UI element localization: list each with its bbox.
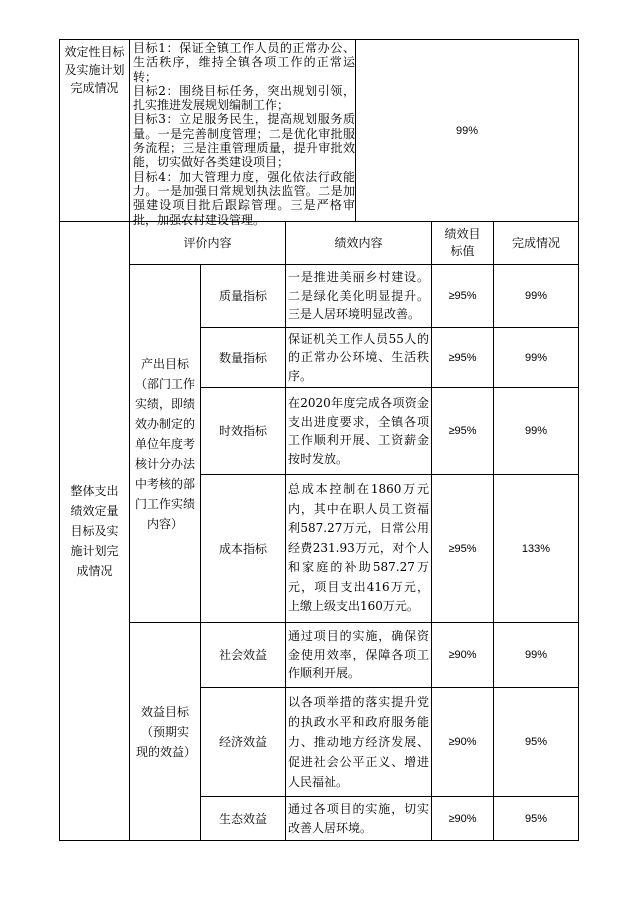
qualitative-goals <box>133 41 355 227</box>
indicator-economic-benefit: 经济效益 <box>218 735 267 749</box>
completion-quality: 99% <box>524 290 548 302</box>
group-benefit-label: 效益目标（预期实现的效益） <box>136 704 197 759</box>
group-output-label: 产出目标（部门工作实绩，即绩效办制定的单位年度考核计分办法中考核的部门工作实绩内容） <box>135 356 196 531</box>
target-quantity: ≥95% <box>448 351 477 364</box>
rule <box>285 221 286 841</box>
content-ecological-benefit: 通过各项目的实施，切实改善人居环境。 <box>288 802 429 835</box>
completion-ecological-benefit: 95% <box>524 812 548 825</box>
goal-4: 目标4：加大管理力度，强化依法行政能力。一是加强日常规划执法监管。二是加强建设项目批后跟踪管理。三是严格审批，加强农村建设管理。 <box>133 169 355 227</box>
indicator-quality: 质量指标 <box>218 289 267 303</box>
content-timeliness: 在2020年度完成各项资金支出进度要求，全镇各项工作顺利开展、工资薪金按时发放。 <box>288 396 429 466</box>
target-timeliness: ≥95% <box>448 425 477 437</box>
completion-cost: 133% <box>521 542 551 555</box>
target-ecological-benefit: ≥90% <box>448 812 477 825</box>
header-eval-content: 评价内容 <box>183 236 232 250</box>
goal-2: 目标2：围绕目标任务，突出规划引领，扎实推进发展规划编制工作； <box>133 83 355 113</box>
rule <box>578 39 579 841</box>
rule <box>59 840 579 841</box>
quantitative-section-label: 整体支出绩效定量目标及实施计划完成情况 <box>70 484 119 578</box>
header-target-value: 绩效目标值 <box>444 227 481 258</box>
completion-social-benefit: 99% <box>524 649 548 661</box>
target-quality: ≥95% <box>448 290 477 302</box>
target-cost: ≥95% <box>448 542 477 555</box>
content-quality: 一是推进美丽乡村建设。二是绿化美化明显提升。三是人居环境明显改善。 <box>288 270 429 322</box>
indicator-ecological-benefit: 生态效益 <box>218 811 267 826</box>
goal-3: 目标3：立足服务民生，提高规划服务质量。一是完善制度管理；二是优化审批服务流程；三是注重管理质量，提升审批效能，切实做好各类建设项目； <box>133 112 355 170</box>
indicator-quantity: 数量指标 <box>218 350 267 365</box>
content-economic-benefit: 以各项举措的落实提升党的执政水平和政府服务能力、推动地方经济发展、促进社会公平正义、增进人民福祉。 <box>288 695 429 789</box>
header-performance-content: 绩效内容 <box>334 236 383 250</box>
qualitative-completion: 99% <box>455 124 479 137</box>
indicator-social-benefit: 社会效益 <box>218 648 267 662</box>
completion-timeliness: 99% <box>524 425 548 437</box>
indicator-cost: 成本指标 <box>218 541 267 556</box>
content-cost: 总成本控制在1860万元内，其中在职人员工资福利587.27万元，日常公用经费231.93万元，对个人和家庭的补助587.27万元，项目支出416万元，上缴上级支出160万元。 <box>288 482 429 614</box>
content-social-benefit: 通过项目的实施，确保资金使用效率，保障各项工作顺利开展。 <box>288 629 429 681</box>
target-social-benefit: ≥90% <box>448 649 477 661</box>
completion-economic-benefit: 95% <box>524 736 548 748</box>
goal-1: 目标1：保证全镇工作人员的正常办公、生活秩序，维持全镇各项工作的正常运转； <box>133 41 355 84</box>
header-completion: 完成情况 <box>511 236 560 250</box>
indicator-timeliness: 时效指标 <box>218 424 267 438</box>
completion-quantity: 99% <box>524 351 548 364</box>
qualitative-section-label: 效定性目标及实施计划完成情况 <box>64 45 125 95</box>
target-economic-benefit: ≥90% <box>448 736 477 748</box>
content-quantity: 保证机关工作人员55人的的正常办公环境、生活秩序。 <box>288 331 429 383</box>
